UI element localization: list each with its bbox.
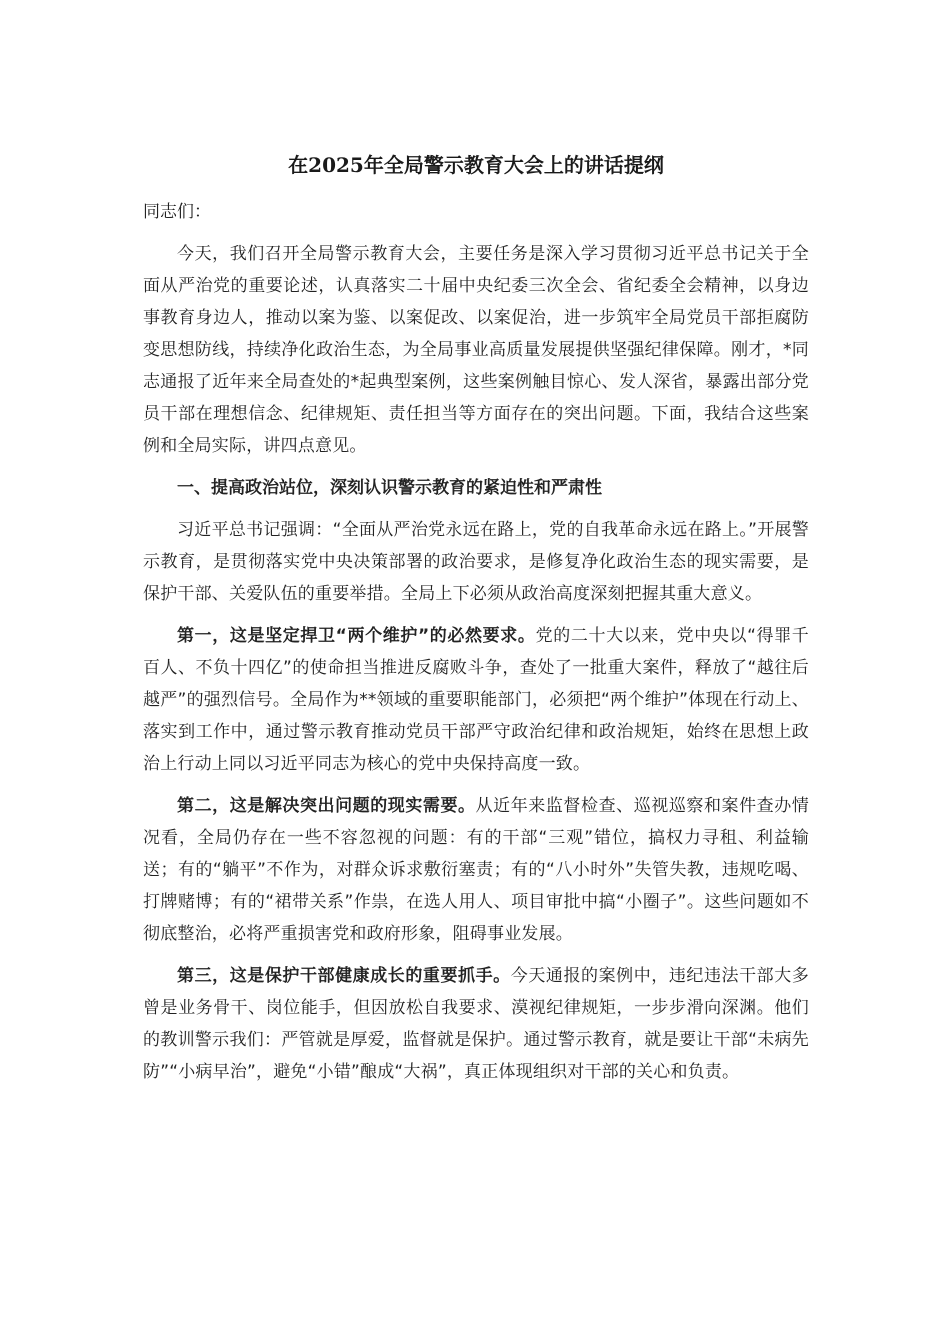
point-2-body: 从近年来监督检查、巡视巡察和案件查办情况看，全局仍存在一些不容忽视的问题：有的干部“三观”错位，搞权力寻租、利益输送；有的“躺平”不作为，对群众诉求敷衍塞责；有的“八小时外”失管失教，违规吃喝、打牌赌博；有的“裙带关系”作祟，在选人用人、项目审批中搞“小圈子”。这些问题如不彻底整治，必将严重损害党和政府形象，阻碍事业发展。 xyxy=(143,796,809,944)
point-1-lead: 第一，这是坚定捍卫“两个维护”的必然要求。 xyxy=(177,626,536,646)
point-3-paragraph xyxy=(143,960,809,1088)
point-3-lead: 第三，这是保护干部健康成长的重要抓手。 xyxy=(177,966,511,986)
document-page xyxy=(143,150,809,1098)
section-1-paragraph: 习近平总书记强调：“全面从严治党永远在路上，党的自我革命永远在路上。”开展警示教育，是贯彻落实党中央决策部署的政治要求，是修复净化政治生态的现实需要，是保护干部、关爱队伍的重要举措。全局上下必须从政治高度深刻把握其重大意义。 xyxy=(143,520,809,604)
section-heading-1: 一、提高政治站位，深刻认识警示教育的紧迫性和严肃性 xyxy=(177,478,602,498)
point-1-body: 党的二十大以来，党中央以“得罪千百人、不负十四亿”的使命担当推进反腐败斗争，查处了一批重大案件，释放了“越往后越严”的强烈信号。全局作为**领域的重要职能部门，必须把“两个维护”体现在行动上、落实到工作中，通过警示教育推动党员干部严守政治纪律和政治规矩，始终在思想上政治上行动上同以习近平同志为核心的党中央保持高度一致。 xyxy=(143,626,810,774)
intro-paragraph: 今天，我们召开全局警示教育大会，主要任务是深入学习贯彻习近平总书记关于全面从严治党的重要论述，认真落实二十届中央纪委三次全会、省纪委全会精神，以身边事教育身边人，推动以案为鉴、以案促改、以案促治，进一步筑牢全局党员干部拒腐防变思想防线，持续净化政治生态，为全局事业高质量发展提供坚强纪律保障。刚才，*同志通报了近年来全局查处的*起典型案例，这些案例触目惊心、发人深省，暴露出部分党员干部在理想信念、纪律规矩、责任担当等方面存在的突出问题。下面，我结合这些案例和全局实际，讲四点意见。 xyxy=(143,244,809,456)
point-3-body: 今天通报的案例中，违纪违法干部大多曾是业务骨干、岗位能手，但因放松自我要求、漠视纪律规矩，一步步滑向深渊。他们的教训警示我们：严管就是厚爱，监督就是保护。通过警示教育，就是要让干部“未病先防”“小病早治”，避免“小错”酿成“大祸”，真正体现组织对干部的关心和负责。 xyxy=(143,966,809,1082)
document-title: 在2025年全局警示教育大会上的讲话提纲 xyxy=(288,153,664,177)
salutation: 同志们： xyxy=(143,202,211,222)
point-2-paragraph xyxy=(143,790,809,950)
point-1-paragraph xyxy=(143,620,809,780)
point-2-lead: 第二，这是解决突出问题的现实需要。 xyxy=(177,796,476,816)
